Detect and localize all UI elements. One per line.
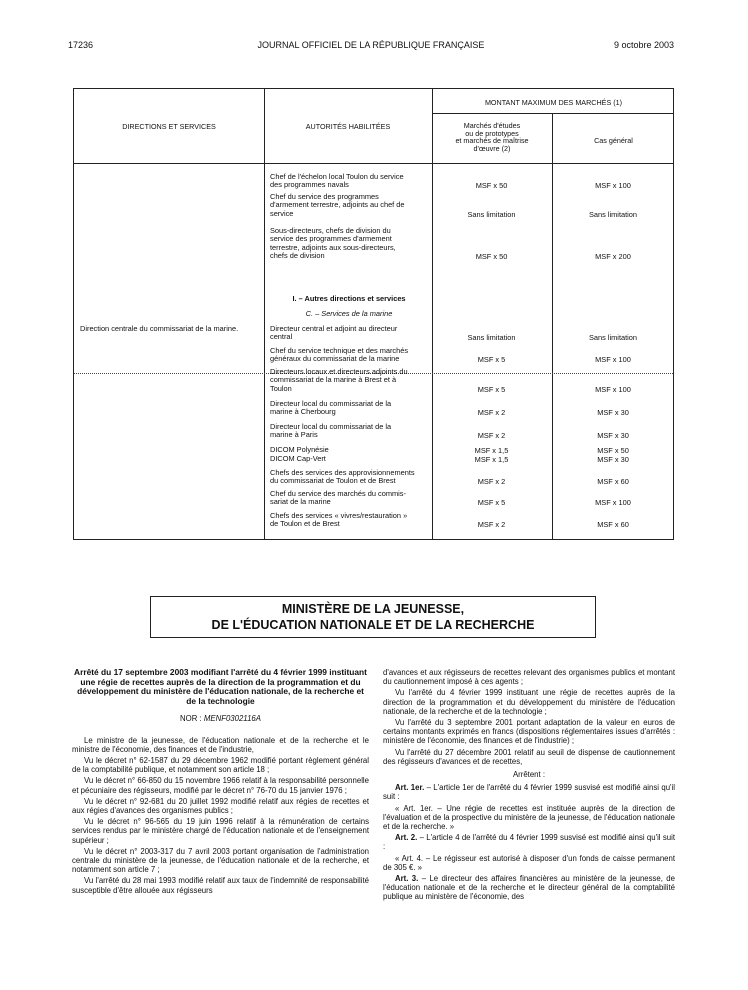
value-cas-general: MSF x 50 xyxy=(597,446,629,455)
value-etudes: MSF x 1,5 xyxy=(474,455,509,464)
authority-cell: Chefs des services des approvisionnements du commissariat de Toulon et de Brest xyxy=(270,468,415,486)
authority-cell: Chef du service des marchés du commis- sariat de la marine xyxy=(270,489,406,507)
header-montant: MONTANT MAXIMUM DES MARCHÉS (1) xyxy=(484,98,623,107)
value-etudes: MSF x 2 xyxy=(477,520,506,530)
value-etudes: MSF x 50 xyxy=(475,252,508,262)
value-etudes: MSF x 2 xyxy=(477,477,506,487)
authority-cell: Chefs des services « vivres/restauration » de Toulon et de Brest xyxy=(270,511,408,529)
authority-cell: Sous-directeurs, chefs de division du service des programmes d'armement terrestre, adjoints aux sous-directeurs, chefs de division xyxy=(270,226,396,261)
value-etudes: Sans limitation xyxy=(467,333,516,343)
paragraph: Vu l'arrêté du 3 septembre 2001 portant adaptation de la valeur en euros de certains montants exprimés en francs (dispositions réglementaires issues d'arrêtés : ministère de l'économie, des finances et de l'industrie) ; xyxy=(383,718,675,746)
value-cas-general: MSF x 30 xyxy=(597,408,629,418)
page-header xyxy=(68,40,674,54)
header-autorites: AUTORITÉS HABILITÉES xyxy=(305,122,391,131)
nor-reference: NOR : MENF0302116A xyxy=(180,714,261,724)
value-etudes: MSF x 2 xyxy=(477,408,506,418)
article-2: Art. 2. – L'article 4 de l'arrêté du 4 février 1999 susvisé est modifié ainsi qu'il suit : xyxy=(383,833,675,852)
article-2-quote: « Art. 4. – Le régisseur est autorisé à disposer d'un fonds de caisse permanent de 305 €. » xyxy=(383,853,675,872)
paragraph: d'avances et aux régisseurs de recettes relevant des organismes publics et montant du cautionnement imposé à ces agents ; xyxy=(383,668,675,687)
column-1-paragraphs xyxy=(72,736,369,895)
paragraph: Vu l'arrêté du 28 mai 1993 modifié relatif aux taux de l'indemnité de responsabilité susceptible d'être allouée aux régisseurs xyxy=(72,876,369,895)
value-etudes: Sans limitation xyxy=(467,209,516,219)
arretent: Arrêtent : xyxy=(512,770,546,780)
authority-cell: Directeur local du commissariat de la marine à Cherbourg xyxy=(270,399,392,417)
value-cas-general: MSF x 100 xyxy=(595,355,631,365)
authority-cell: Directeurs locaux et directeurs adjoints du commissariat de la marine à Brest et à Toulon xyxy=(270,367,408,393)
authority-cell: DICOM Cap-Vert xyxy=(270,454,326,463)
section-subheading: C. – Services de la marine xyxy=(305,309,393,318)
value-etudes: MSF x 5 xyxy=(477,355,506,365)
article-column-2 xyxy=(383,668,675,904)
value-etudes: MSF x 50 xyxy=(475,181,508,191)
article-column-1 xyxy=(72,668,369,897)
value-cas-general: MSF x 30 xyxy=(597,455,629,464)
paragraph: Vu le décret n° 96-565 du 19 juin 1996 relatif à la rémunération de certains services rendus par le ministère chargé de l'éducation nationale et de l'enseignement supérieur ; xyxy=(72,817,369,845)
article-1-quote: « Art. 1er. – Une régie de recettes est instituée auprès de la direction de l'évaluation et de la prospective du ministère de la jeunesse, de l'éducation nationale et de la recherche. » xyxy=(383,803,675,832)
article-3: Art. 3. – Le directeur des affaires financières au ministère de la jeunesse, de l'éducation nationale et de la recherche et le directeur général de la comptabilité publique au ministère de l'économie, des xyxy=(383,874,675,902)
value-cas-general: MSF x 100 xyxy=(595,384,631,394)
value-etudes: MSF x 2 xyxy=(477,431,506,441)
value-cas-general: MSF x 60 xyxy=(597,520,629,530)
paragraph: Vu le décret n° 92-681 du 20 juillet 1992 modifié relatif aux régies de recettes et aux régies d'avances des organismes publics ; xyxy=(72,796,369,815)
paragraph: Vu le décret n° 66-850 du 15 novembre 1966 relatif à la responsabilité personnelle et pécuniaire des régisseurs, modifié par le décret n° 76-70 du 15 janvier 1976 ; xyxy=(72,776,369,795)
table-divider xyxy=(432,89,433,539)
authority-cell: Chef de l'échelon local Toulon du service des programmes navals xyxy=(270,172,404,190)
value-etudes: MSF x 1,5 xyxy=(474,446,509,455)
banner-line-1: MINISTÈRE DE LA JEUNESSE, xyxy=(281,602,465,616)
value-cas-general: Sans limitation xyxy=(588,333,638,343)
paragraph: Vu l'arrêté du 27 décembre 2001 relatif au seuil de dispense de cautionnement des régisseurs d'avances et de recettes, xyxy=(383,747,675,766)
authority-cell: Directeur local du commissariat de la marine à Paris xyxy=(270,422,392,440)
table-divider xyxy=(432,113,673,114)
paragraph: Vu le décret n° 2003-317 du 7 avril 2003 portant organisation de l'administration centrale du ministère de la jeunesse, de l'éducation nationale et de la recherche, et notamment son article 7 ; xyxy=(72,846,369,875)
authority-cell: Directeur central et adjoint au directeur central xyxy=(270,324,398,342)
paragraph: Le ministre de la jeunesse, de l'éducation nationale et de la recherche et le ministre de l'économie, des finances et de l'industrie, xyxy=(72,735,369,754)
ministry-banner xyxy=(150,596,596,638)
value-cas-general: MSF x 200 xyxy=(595,252,631,262)
paragraph: Vu l'arrêté du 4 février 1999 instituant une régie de recettes auprès de la direction de la programmation et du développement du ministère de l'éducation nationale, de la recherche et de la technologie ; xyxy=(383,688,675,716)
article-title: Arrêté du 17 septembre 2003 modifiant l'arrêté du 4 février 1999 instituant une régie de recettes auprès de la direction de la programmation et du développement du ministère de l'éducation nationale, de la recherche et de la technologie xyxy=(74,667,367,706)
table-divider xyxy=(74,163,673,164)
header-cas-general: Cas général xyxy=(594,136,633,145)
authority-cell: Chef du service technique et des marchés généraux du commissariat de la marine xyxy=(270,346,409,364)
paragraph: Vu le décret n° 62-1587 du 29 décembre 1962 modifié portant règlement général de la comptabilité publique, et notamment son article 18 ; xyxy=(72,755,369,775)
value-cas-general: MSF x 60 xyxy=(597,477,629,487)
column-2-paragraphs xyxy=(383,668,675,766)
publication-date: 9 octobre 2003 xyxy=(613,40,674,50)
value-cas-general: Sans limitation xyxy=(588,209,638,219)
value-etudes: MSF x 5 xyxy=(477,498,506,508)
value-cas-general: MSF x 30 xyxy=(597,431,629,441)
value-cas-general: MSF x 100 xyxy=(595,498,631,508)
header-etudes: Marchés d'études ou de prototypes et marchés de maîtrise d'œuvre (2) xyxy=(455,121,529,153)
value-cas-general: MSF x 100 xyxy=(595,181,631,191)
section-heading: I. – Autres directions et services xyxy=(292,294,406,303)
page-number: 17236 xyxy=(68,40,94,50)
value-etudes: MSF x 5 xyxy=(477,384,506,394)
banner-line-2: DE L'ÉDUCATION NATIONALE ET DE LA RECHERCHE xyxy=(211,618,535,632)
direction-label: Direction centrale du commissariat de la marine. xyxy=(80,324,239,333)
table-divider xyxy=(264,89,265,539)
marches-table xyxy=(73,88,674,540)
header-directions: DIRECTIONS ET SERVICES xyxy=(122,122,216,131)
authority-cell: DICOM Polynésie xyxy=(270,445,329,454)
table-divider xyxy=(552,113,553,539)
article-1: Art. 1er. – L'article 1er de l'arrêté du 4 février 1999 susvisé est modifié ainsi qu'il suit : xyxy=(383,783,675,802)
authority-cell: Chef du service des programmes d'armement terrestre, adjoints au chef de service xyxy=(270,192,405,218)
journal-title: JOURNAL OFFICIEL DE LA RÉPUBLIQUE FRANÇAISE xyxy=(257,40,485,50)
